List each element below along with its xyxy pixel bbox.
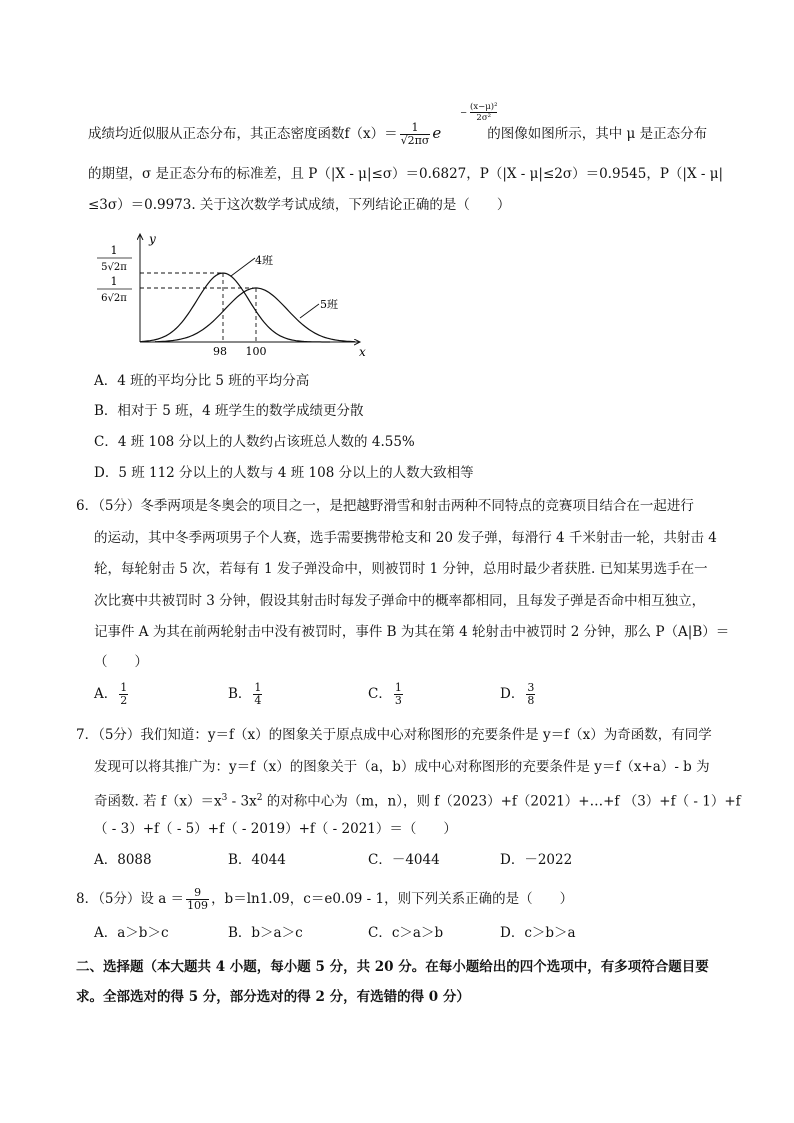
q7-line3: 奇函数. 若 $f(x)=x^3 - 3x^2$ 的对称中心为（m，n），则 f（2023）+f（2021）+…+f （3）+f（ - 1）+f: [94, 793, 741, 810]
q8-option-d[interactable]: D．c＞b＞a: [500, 925, 576, 941]
curve1-leader: [231, 258, 255, 276]
q5-normal-distribution-graph: [85, 228, 375, 363]
y-axis-label: y: [149, 232, 156, 246]
q7-option-b[interactable]: B．4044: [228, 852, 286, 868]
q5-option-a[interactable]: A．4 班的平均分比 5 班的平均分高: [94, 373, 310, 389]
q5-option-b[interactable]: B．相对于 5 班，4 班学生的数学成绩更分散: [94, 403, 364, 419]
q5-stem-line2: 的期望，σ 是正态分布的标准差，且 P（|X - μ|≤σ）＝0.6827，P（|X - μ|≤2σ）＝0.9545，P（|X - μ|: [88, 166, 724, 182]
q5-stem-part1: 成绩均近似服从正态分布，其正态密度函数f（x）＝: [88, 126, 398, 142]
curve-class4: [140, 273, 330, 342]
q6-option-b[interactable]: B． $\frac{1}{4}$: [228, 681, 262, 707]
q7-line2: 发现可以将其推广为：y＝f（x）的图象关于（a，b）成中心对称图形的充要条件是 y＝f（x+a）- b 为: [94, 759, 710, 775]
q5-stem-line3: ≤3σ）＝0.9973. 关于这次数学考试成绩，下列结论正确的是（ ）: [88, 197, 511, 213]
q6-line3: 轮，每轮射击 5 次，若每有 1 发子弹没命中，则被罚时 1 分钟，总用时最少者获胜. 已知某男选手在一: [94, 561, 708, 577]
ytick2-den: 6√2π: [101, 293, 127, 304]
ytick2-num: 1: [110, 275, 118, 288]
q5-pdf-coefficient: $\frac{1}{√2\pi\sigma}$: [400, 121, 430, 147]
q5-option-d[interactable]: D．5 班 112 分以上的人数与 4 班 108 分以上的人数大致相等: [94, 465, 474, 481]
q5-stem-part2: 的图像如图所示，其中 μ 是正态分布: [487, 126, 708, 142]
q6-option-c[interactable]: C． $\frac{1}{3}$: [368, 681, 402, 707]
curve2-leader: [300, 304, 319, 318]
q6-line1: 6．（5分）冬季两项是冬奥会的项目之一，是把越野滑雪和射击两种不同特点的竞赛项目结合在一起进行: [76, 498, 694, 514]
ytick1-den: 5√2π: [101, 262, 127, 273]
q6-line2: 的运动，其中冬季两项男子个人赛，选手需要携带枪支和 20 发子弹，每滑行 4 千米射击一轮，共射击 4: [94, 530, 717, 546]
q8-a-fraction: $\frac{9}{109}$: [187, 886, 209, 912]
curve1-label: 4班: [255, 254, 273, 267]
xtick2-label: 100: [245, 345, 267, 358]
q8-option-a[interactable]: A．a＞b＞c: [94, 925, 169, 941]
q7-line1: 7．（5分）我们知道：y＝f（x）的图象关于原点成中心对称图形的充要条件是 y＝f（x）为奇函数，有同学: [76, 727, 712, 743]
q7-option-d[interactable]: D．－2022: [500, 852, 573, 868]
q5-option-c[interactable]: C．4 班 108 分以上的人数约占该班总人数的 4.55%: [94, 434, 415, 450]
q5-stem-line1: [88, 122, 707, 147]
q6-line6: （ ）: [94, 654, 148, 670]
q7-option-c[interactable]: C．－4044: [368, 852, 440, 868]
section2-heading-line1: 二、选择题（本大题共 4 小题，每小题 5 分，共 20 分。在每小题给出的四个选项中，有多项符合题目要: [76, 959, 709, 975]
q6-option-d[interactable]: D． $\frac{3}{8}$: [500, 681, 535, 707]
q8-option-c[interactable]: C．c＞a＞b: [368, 925, 444, 941]
q6-line4: 次比赛中共被罚时 3 分钟，假设其射击时每发子弹命中的概率都相同，且每发子弹是否命中相互独立，: [94, 593, 706, 609]
x-axis-label: x: [359, 345, 366, 359]
q7-line4: （ - 3）+f（ - 5）+f（ - 2019）+f（ - 2021）＝（ ）: [94, 821, 457, 837]
q5-pdf-exponent: − (x−μ)² 2σ²: [460, 102, 498, 123]
q6-option-a[interactable]: A． $\frac{1}{2}$: [94, 681, 128, 707]
ytick1-num: 1: [110, 244, 118, 257]
q8-option-b[interactable]: B．b＞a＞c: [228, 925, 303, 941]
curve2-label: 5班: [320, 298, 338, 311]
q7-option-a[interactable]: A．8088: [94, 852, 152, 868]
q8-stem: 8．（5分）设 a ＝ $\frac{9}{109}$ ，b＝ln1.09，c＝e0.09 - 1，则下列关系正确的是（ ）: [76, 886, 574, 912]
q6-line5: 记事件 A 为其在前两轮射击中没有被罚时，事件 B 为其在第 4 轮射击中被罚时 2 分钟，那么 P（A|B）＝: [94, 624, 730, 640]
section2-heading-line2: 求。全部选对的得 5 分，部分选对的得 2 分，有选错的得 0 分）: [76, 989, 470, 1005]
xtick1-label: 98: [213, 345, 227, 358]
curve-class5: [155, 288, 355, 342]
q5-pdf-e: e: [432, 124, 442, 142]
